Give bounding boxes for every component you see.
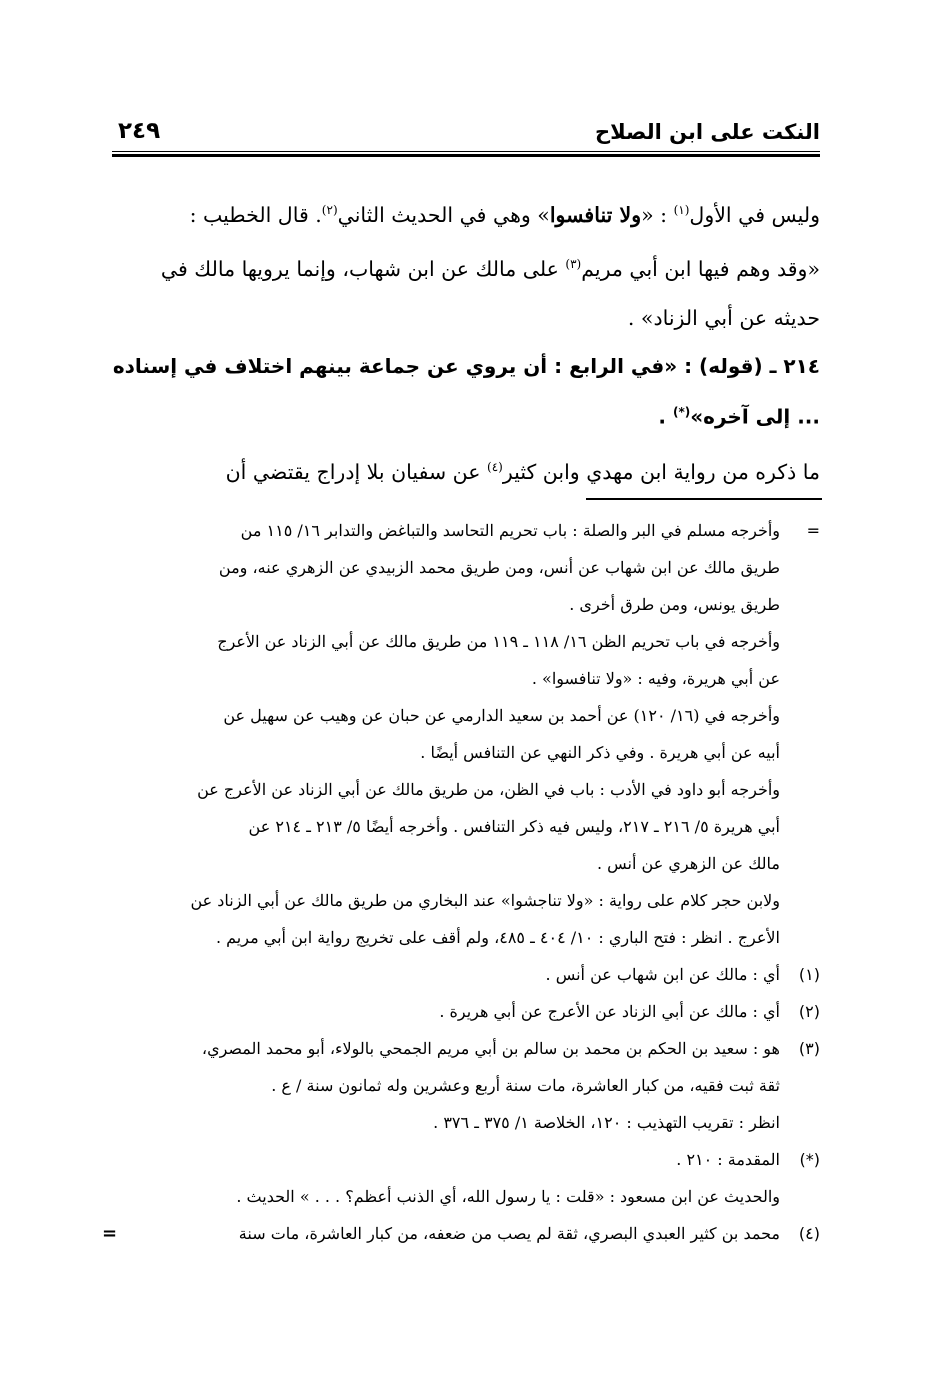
footnote-line: وأخرجه في باب تحريم الظن ١٦/ ١١٨ ـ ١١٩ من طريق مالك عن أبي الزناد عن الأعرج [217,632,780,651]
footnote-body: أي : مالك عن أبي الزناد عن الأعرج عن أبي هريرة . [439,1002,780,1021]
footnote-separator [586,498,822,500]
footnote-marker: (٢) [798,1002,820,1021]
footnote-body: أي : مالك عن ابن شهاب عن أنس . [545,965,780,984]
footnote-line: عن أبي هريرة، وفيه : «ولا تنافسوا» . [531,669,780,688]
text-run: ما ذكره من رواية ابن مهدي وابن كثير [502,460,820,485]
header-rule [112,151,820,152]
footnote-body [108,1030,780,1141]
footnote-2 [108,993,820,1030]
footnote-ref-4[interactable]: (٤) [487,460,503,475]
text-run: . [658,404,673,429]
footnote-marker: (١) [798,965,820,984]
footnote-line: طريق يونس، ومن طرق أخرى . [569,595,780,614]
footnote-body [108,512,780,956]
heading-line: ... إلى آخره» [690,404,820,429]
page-number: ٢٤٩ [118,118,161,144]
text-run: على مالك عن ابن شهاب، وإنما يرويها مالك في [160,256,566,281]
footnotes [102,512,820,1252]
footnote-line: المقدمة : ٢١٠ . [676,1150,780,1169]
footnote-line: أبي هريرة ٥/ ٢١٦ ـ ٢١٧، وليس فيه ذكر التنافس . وأخرجه أيضًا ٥/ ٢١٣ ـ ٢١٤ عن [248,817,780,836]
footnote-line: ولابن حجر كلام على رواية : «ولا تناجشوا» عند البخاري من طريق مالك عن أبي الزناد عن [190,891,780,910]
text-run: حديثه عن أبي الزناد» . [627,305,820,330]
continues-next-page-marker: = [102,1223,118,1244]
footnote-line: وأخرجه مسلم في البر والصلة : باب تحريم التحاسد والتباغض والتدابر ١٦/ ١١٥ من [240,521,780,540]
footnote-1 [108,956,820,993]
footnote-line: مالك عن الزهري عن أنس . [596,854,780,873]
text-run: وليس في الأول [689,202,820,227]
footnote-star [108,1141,820,1215]
footnote-line: ثقة ثبت فقيه، من كبار العاشرة، مات سنة أربع وعشرين وله ثمانون سنة / ع . [271,1076,780,1095]
book-title: النكت على ابن الصلاح [594,120,820,144]
text-run: «وقد وهم فيها ابن أبي مريم [581,256,820,281]
footnote-4 [102,1215,820,1252]
footnote-ref-3[interactable]: (٣) [565,256,582,271]
footnote-marker: (*) [799,1150,820,1169]
footnote-line: أبيه عن أبي هريرة . وفي ذكر النهي عن التنافس أيضًا . [420,743,780,762]
paragraph-2 [110,443,820,497]
footnote-line: والحديث عن ابن مسعود : «قلت : يا رسول الله، أي الذنب أعظم؟ . . . » الحديث . [236,1187,780,1206]
footnote-marker: (٣) [798,1039,820,1058]
main-text [110,186,820,497]
footnote-continued [108,512,820,956]
footnote-3 [108,1030,820,1141]
text-run: » وهي في الحديث الثاني [337,202,550,227]
footnote-body [108,1141,780,1215]
section-heading-214 [110,343,820,440]
text-run: : « [641,202,674,227]
footnote-line: الأعرج . انظر : فتح الباري : ١٠/ ٤٠٤ ـ ٤٨٥، ولم أقف على تخريج رواية ابن أبي مريم . [215,928,780,947]
heading-line: ٢١٤ ـ (قوله) : «في الرابع : أن يروي عن جماعة بينهم اختلاف في إسناده [112,353,820,378]
paragraph-1 [110,186,820,343]
footnote-ref-2[interactable]: (٢) [321,203,338,217]
footnote-ref-star[interactable]: (*) [672,404,691,419]
footnote-line: انظر : تقريب التهذيب : ١٢٠، الخلاصة ١/ ٣٧٥ ـ ٣٧٦ . [433,1113,780,1132]
continuation-marker: = [806,521,820,540]
text-run: . قال الخطيب : [189,202,322,227]
text-run: عن سفيان بلا إدراج يقتضي أن [225,460,488,485]
footnote-line: وأخرجه أبو داود في الأدب : باب في الظن، من طريق مالك عن أبي الزناد عن الأعرج عن [197,780,780,799]
quoted-hadith: ولا تنافسوا [549,202,642,227]
footnote-line: هو : سعيد بن الحكم بن محمد بن سالم بن أبي مريم الجمحي بالولاء، أبو محمد المصري، [201,1039,780,1058]
footnote-marker: (٤) [798,1224,820,1243]
footnote-body: محمد بن كثير العبدي البصري، ثقة لم يصب من ضعفه، من كبار العاشرة، مات سنة [238,1224,780,1243]
footnote-line: وأخرجه في (١٦/ ١٢٠) عن أحمد بن سعيد الدارمي عن حبان عن وهيب عن سهيل عن [223,706,780,725]
footnote-ref-1[interactable]: (١) [673,203,690,217]
header-rule-thick [112,154,820,157]
footnote-line: طريق مالك عن ابن شهاب عن أنس، ومن طريق محمد الزبيدي عن الزهري عنه، ومن [218,558,780,577]
running-header [112,112,820,152]
